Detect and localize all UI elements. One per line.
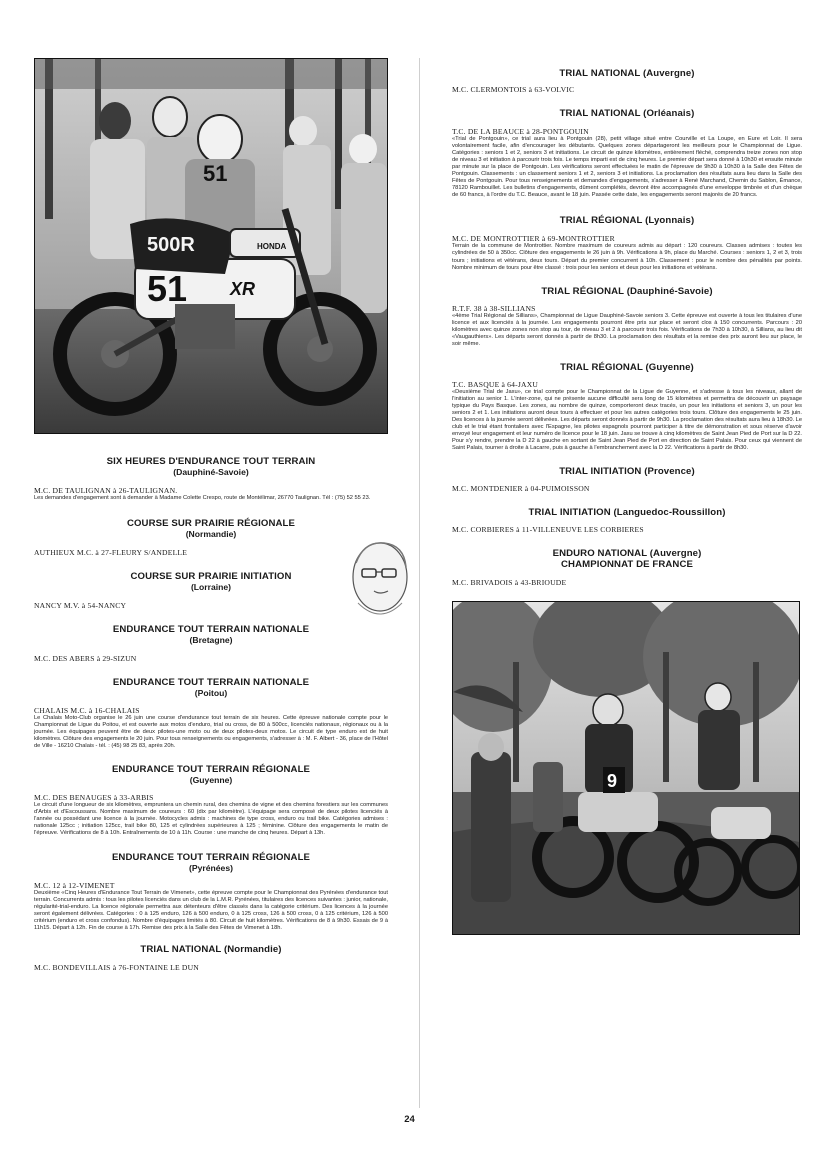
event-text: «Trial de Pontgouin», ce trial aura lieu à Pontgouin (28), petit village situé entre Courville et La Loupe, en Eure et Loir. Il sera volontairement facile, afin d'encourager les débutants. Quelques zones départageront les meilleurs pour le Championnat de Ligue. Catégories : seniors 1 et 2, seniors 3 et initiations. Le circuit de quinze kilomètres, entièrement fléché, comprendra treize zones non stop de niveau 3 et initiation à parcourir trois fois. Le temps imparti est de cinq heures. Le premier départ sera donné à 10h30 et ensuite minute par minute sur la place de Pontgouin. Les vérifications seront effectuées le matin de l'épreuve de 9h30 à 10h30 à la Salle des Fêtes de Pontgouin. Classements : un classement seniors 1 et 2, seniors 3 et initiations. La proclamation des résultats aura lieu dans la Salle des Fêtes de Pontgouin. Pour tous renseignements et demandes d'engagements, s'adresser à René Marchand, Chemin du Sablon, Émance, 78120 Rambouillet. Les bulletins d'engagements, dûment complétés, devront être accompagnés d'une enveloppe timbrée et d'un chèque de 60 francs, à l'ordre du T.C. Beauce, avant le 18 juin. Passée cette date, les engagements seront majorés de 20 francs.: [452, 136, 802, 199]
page-number: 24: [404, 1114, 415, 1125]
column-divider: [419, 58, 420, 1108]
plate-number: 51: [147, 268, 188, 309]
event-club: M.C. DE MONTROTTIER à 69-MONTROTTIER: [452, 234, 615, 244]
event-title: ENDURANCE TOUT TERRAIN RÉGIONALE: [111, 851, 311, 863]
event-region: (Guyenne): [189, 775, 233, 786]
right-column: [452, 58, 802, 935]
event-club: CHALAIS M.C. à 16-CHALAIS: [34, 706, 140, 716]
event-text: Les demandes d'engagement sont à demander à Madame Colette Crespo, route de Montélimar, 26770 Taulignan. Tél : (75) 52 55 23.: [34, 495, 371, 501]
event-text: «Deuxième Trial de Jaxu», ce trial compte pour le Championnat de la Ligue de Guyenne, et s'adresse à tous les niveaux, allant de l'initiation au senior 1. L'inter-zone, qui ne présente aucune difficulté sera long de 15 kilomètres et permettra de découvrir un paysage typique du Pays Basque. Les zones, au nombre de quinze, comporteront deux tracés, un pour les initiations et seniors 3, un pour les seniors 2 et 1. Les initiations auront deux tours à effectuer et pour les autres catégories trois tours. Clôture des engagements le 25 juin. Des licences à la journée seront délivrées. Les départs seront donnés à partir de 9h30. La proclamation des résultats aura lieu à 18h30. Le club et le trial étant frontaliers avec l'Espagne, les pilotes espagnols pourront participer à titre de démonstration et sous réserve d'avoir envoyé leur engagement et leur numéro de licence pour le 18 juin. Jaxu se trouve à cinq kilomètres de Saint Jean Pied de Port sur la D 22. Pour s'y rendre, prendre la D 22 à gauche en sortant de Saint Jean Pied de Port en direction de Saint Palais. Pour ceux qui viennent de Saint Palais, tourner à droite à Lacarre, puis à gauche à l'embranchement avec la D 22. Vérifications à partir de 8h30.: [452, 388, 802, 452]
event-title-2: CHAMPIONNAT DE FRANCE: [561, 559, 693, 571]
event-club: T.C. BASQUE à 64-JAXU: [452, 379, 539, 389]
event-title: COURSE SUR PRAIRIE INITIATION: [130, 571, 292, 583]
event-club: M.C. CORBIERES à 11-VILLENEUVE LES CORBIERES: [452, 525, 644, 535]
event-title: ENDURANCE TOUT TERRAIN NATIONALE: [112, 624, 310, 636]
portrait-sketch-art: [344, 533, 414, 625]
event-title: ENDURANCE TOUT TERRAIN NATIONALE: [112, 677, 310, 689]
event-region: (Poitou): [194, 688, 228, 699]
event-club: R.T.F. 38 à 38-SILLIANS: [452, 303, 536, 313]
tank-label: 500R: [147, 234, 195, 256]
event-club: M.C. DES ABERS à 29-SIZUN: [34, 654, 137, 664]
event-region: (Bretagne): [189, 635, 233, 646]
event-title: TRIAL NATIONAL (Orléanais): [559, 108, 695, 119]
event-title: TRIAL INITIATION (Provence): [559, 466, 695, 478]
event-club: M.C. MONTDENIER à 04-PUIMOISSON: [452, 484, 590, 494]
event-region: (Normandie): [185, 529, 237, 540]
event-text: Terrain de la commune de Montrottier. Nombre maximum de coureurs admis au départ : 120 coureurs. Classes admises : toutes les cylindrées de 50 à 350cc. Clôture des engagements le 26 juin à 9h. Vérifications à 9h, place du Marché. Courses : seniors 1, 2 et 3, trois tours ; initiations et vétérans, deux tours. Départ du premier concurrent à 10h. Classement : pour le nombre des pénalités par points. Nombre minimum de tours pour être classé : trois pour les seniors et deux pour les initiations et vétérans.: [452, 243, 802, 271]
event-title: TRIAL NATIONAL (Auvergne): [559, 68, 695, 79]
model-label: XR: [230, 279, 256, 299]
plate-number-9: 9: [607, 771, 618, 792]
enduro-photo: [452, 601, 800, 935]
event-title: SIX HEURES D'ENDURANCE TOUT TERRAIN: [106, 456, 316, 467]
event-club: M.C. DES BENAUGES à 33-ARBIS: [34, 793, 154, 803]
motorcycle-photo: [34, 58, 388, 434]
brand-label: HONDA: [257, 242, 287, 251]
event-text: Deuxième «Cinq Heures d'Endurance Tout Terrain de Vimenet», cette épreuve compte pour le Championnat des Pyrénées d'endurance tout terrain. Concurrents admis : tous les pilotes licenciés dans un club de la L.M.R. Pyrénées, titulaires des licences suivantes : junior, nationale, régularité-trial-enduro. La licence régionale permettra aux détenteurs d'être classés dans la catégorie critérium. Des licences à la journée seront également délivrées. Catégories : 0 à 125 enduro, 126 à 500 enduro, 0 à 125 cross, 126 à 500 cross, 0 à 125 critérium, 126 à 500 critérium (enduro et cross confondus). Nombre d'équipages limités à 80. Circuit de huit kilomètres. Vérifications de 8 à 9h30. Essais de 9 à 11h15. Départ à 12h. Fin de course à 17h. Remise des prix à la Salle des Fêtes de Vimenet à 18h.: [34, 889, 388, 931]
event-text: «4ème Trial Régional de Sillians», Championnat de Ligue Dauphiné-Savoie seniors 3. Cette épreuve est ouverte à tous les titulaires d'une licence et aux licenciés à la journée. Les engagements pourront être pris sur place et seront clos à 150 concurrents. Parcours : 20 kilomètres avec quinze zones non stop au tour, de niveau 3 et 2 à parcourir trois fois. Vérifications de 7h30 à 10h30, à Sillians, au lieu dit «Vaugauthiers». Les départs seront donnés à partir de 8h30. La proclamation des résultats et la remise des prix auront lieu sur place, le soir même.: [452, 312, 802, 347]
event-text: Le circuit d'une longueur de six kilomètres, empruntera un chemin rural, des chemins de vigne et des chemins forestiers sur les communes d'Arbis et d'Escoussans. Nombre maximum de coureurs : 60 (dix par kilomètre). L'équipage sera composé de deux pilotes licenciés à l'année ou possédant une licence à la journée. Motocycles admis : machines de type cross, enduro ou trail bike. Catégories admises : nationale 125cc ; initiation 125cc, trail bike 80, 125 et cylindrées supérieures à 125 ; féminine. Clôture des engagements le matin de l'épreuve. Vérifications de 8 à 10h. Entraînements de 10 à 11h. Course : une manche de cinq heures. Départ à 13h.: [34, 802, 388, 837]
event-title: TRIAL RÉGIONAL (Dauphiné-Savoie): [541, 285, 713, 297]
event-club: T.C. DE LA BEAUCE à 28-PONTGOUIN: [452, 127, 589, 136]
event-title: TRIAL NATIONAL (Normandie): [140, 943, 282, 955]
event-title: TRIAL RÉGIONAL (Lyonnais): [559, 215, 695, 227]
event-club: M.C. CLERMONTOIS à 63-VOLVIC: [452, 85, 575, 94]
enduro-photo-art: [453, 602, 799, 934]
left-column: [34, 58, 388, 972]
event-club: M.C. DE TAULIGNAN à 26-TAULIGNAN.: [34, 486, 178, 495]
event-title: COURSE SUR PRAIRIE RÉGIONALE: [126, 518, 296, 530]
event-club: M.C. 12 à 12-VIMENET: [34, 880, 115, 890]
event-club: M.C. BONDEVILLAIS à 76-FONTAINE LE DUN: [34, 962, 199, 972]
event-title: TRIAL INITIATION (Languedoc-Roussillon): [528, 507, 726, 519]
event-title: ENDURO NATIONAL (Auvergne): [552, 548, 702, 560]
event-title: TRIAL RÉGIONAL (Guyenne): [560, 361, 694, 373]
event-region: (Pyrénées): [189, 862, 233, 873]
portrait-sketch: [344, 533, 414, 625]
event-club: M.C. BRIVADOIS à 43-BRIOUDE: [452, 578, 567, 588]
event-region: (Lorraine): [190, 582, 232, 593]
event-text: Le Chalais Moto-Club organise le 26 juin une course d'endurance tout terrain de six heures. Cette épreuve nationale compte pour le Championnat de Ligue du Poitou, et est ouverte aux motos d'enduro, trial ou cross, de 80 à 500cc, licenciés nationaux, régionaux ou à la journée. Les équipages peuvent être de deux pilotes-une moto ou de deux pilotes-deux motos. Le circuit de type enduro est de huit kilomètres. Clôture des engagements le 20 juin. Pour tous renseignements ou engagements, s'adresser à : M. F. Albert - 36, place de l'Hôtel de Ville - 16210 Chalais - tél. : (45) 98 25 83, après 20h.: [34, 715, 388, 750]
event-title: ENDURANCE TOUT TERRAIN RÉGIONALE: [111, 764, 311, 776]
helmet-number: 51: [203, 161, 228, 186]
event-club: NANCY M.V. à 54-NANCY: [34, 601, 127, 611]
event-club: AUTHIEUX M.C. à 27-FLEURY S/ANDELLE: [34, 548, 188, 558]
motorcycle-photo-art: [35, 59, 387, 433]
event-region: (Dauphiné-Savoie): [173, 467, 249, 477]
